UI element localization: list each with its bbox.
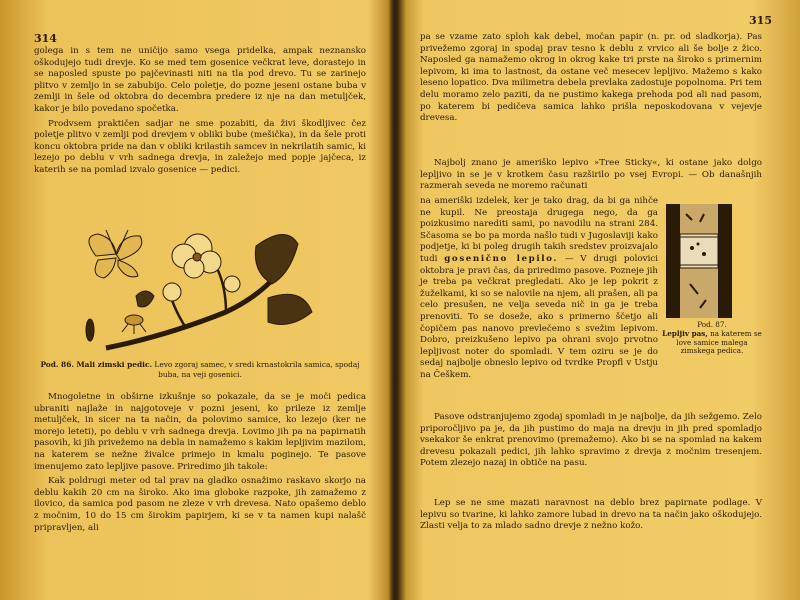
caption-text: na katerem se love samice malega zimskega pedica. [676,328,762,356]
right-text-top [420,32,762,125]
caption-label: Pod. 86. Mali zimski pedic. [40,360,153,369]
pupa-drawing [86,319,94,341]
paragraph [420,196,658,382]
paragraph: pa se vzame zato sploh kak debel, močan papir (n. pr. od sladkorja). Pas privežemo zgoraj in spodaj prav tesno k deblu z vrvico ali še bolje z žico. Naposled ga namažemo okrog in okrog kake tri prste na široko s primernim lepivom, ki ima to lastnost, da ostane več mesecev lepljivo. Mažemo s kako leseno lopatico. Dva milimetra debela prevlaka zadostuje popolnoma. Pri tem delu moramo zelo paziti, da ne pustimo kakega prehoda pod ali nad pasom, po katerem bi pedičeva samica lahko prišla neposkodovana v vejevje drevesa. [420,32,762,124]
paragraph-part: na ameriški izdelek, ker je tako drag, da bi ga nihče ne kupil. Ne preostaja drugega nego, da ga poizkusimo narediti sami, po navodilu na strani 284. Sčasoma se bo pa morda našlo tudi v Jugoslaviji kako podjetje, ki bi poleg drugih takih sredstev proizvajalo tudi [420,196,658,264]
caption-name: Lepljiv pas, [662,328,708,338]
paragraph: Pasove odstranjujemo zgodaj spomladi in je najbolje, da jih sežgemo. Zelo priporočljivo pa je, da jih pustimo do maja na drevju in jih pred spomladjo vsekakor še enkrat prenovimo (premažemo). Ako bi se na spomlad na kakem drevesu pokazali pedici, jih lahko spravimo z drevja z močnim tresenjem. Potem zlezejo nazaj in obtiče na pasu. [420,412,762,469]
right-text-sticky [420,158,762,193]
paragraph: Prodvsem praktičen sadjar ne sme pozabiti, da živi škodljivec čez poletje plitvo v zemlji pod drevjem v obliki bube (mešička), in da šele proti koncu oktobra pride na dan v obliki krilastih samcev in nekrilatih samic, ki lezejo po deblu v vrh sadnega drevja, in zaležejo med popje jajčeca, iz katerih se na pomlad izvalo gosenice — pedici. [34,118,366,175]
female-moth-drawing [122,315,146,334]
left-text-top [34,46,366,180]
right-text-bottom [420,412,762,473]
left-text-bottom [34,392,366,534]
right-text-last [420,498,762,533]
moth-illustration [76,226,316,358]
page-number-right: 315 [749,14,772,27]
moth-drawing [89,230,142,278]
right-text-narrow [420,196,658,382]
emphasized-term: gosenično lepilo. [444,253,558,264]
paragraph-part: — V drugi polovici oktobra je pravi čas, da priredimo pasove. Pozneje jih je treba pa večkrat pregledati. Ako je lep pokrit z žuželkami, ki so se nalovile na njem, ali prašen, ali pa celo presušen, ne velja seveda nič in ga je treba prenoviti. To se doseže, ako s primerno ščetjo ali čopičem pas nanovo prevlečemo s svežim lepivom. Dobro, preizkušeno lepivo pa ohrani svojo prvotno lepljivost noter do spomladi. V tem oziru se je do sedaj najbolje obneslo lepivo od tvrdke Propfl v Ustju na Češkem. [420,253,658,380]
caption-text: Levo zgoraj samec, v sredi krnastokrila samica, spodaj buba, na veji gosenici. [154,360,360,379]
paragraph: Najbolj znano je ameriško lepivo »Tree Sticky«, ki ostane jako dolgo lepljivo in se je v krotkem času razširilo po vsej Evropi. — Ob današnjih razmerah seveda ne moremo računati [420,158,762,192]
caption-label: Pod. 87. [697,320,727,329]
paragraph: Lep se ne sme mazati naravnost na deblo brez papirnate podlage. V lepivu so tvarine, ki lahko zamore lubad in drevo na ta način jako oškodujejo. Zlasti velja to za mlado sadno drevje z nežno kožo. [420,498,762,532]
paragraph: Mnogoletne in obširne izkušnje so pokazale, da se je moči pedica ubraniti najlaže in najgotoveje v pozni jeseni, ko prileze iz zemlje metuljček, in sicer na ta način, da polovimo samice, ko lezejo (ker ne morejo leteti), po deblu v vrh sadnega drevja. Lovimo jih pa na papirnatih pasovih, ki jih privežemo na debla in namažemo s kakim lepljivim mazilom, na katerem se nežne živalce primejo in kmalu poginejo. Te pasove imenujemo zato lepljive pasove. Priredimo jih takole: [34,392,366,472]
page-number-left: 314 [34,32,57,45]
figure-caption-left [40,360,360,379]
paragraph: Kak poldrugi meter od tal prav na gladko osnažimo raskavo skorjo na deblu kakih 20 cm na široko. Ako ima globoke razpoke, jih zamažemo z ilovico, da samica pod pasom ne zleze v vrh drevesa. Nato opašemo deblo z močnim, 10 do 15 cm širokim papirjem, ki se v ta namen kupi nalašč pripravljen, ali [34,476,366,533]
figure-caption-right [660,321,764,356]
paragraph: golega in s tem ne uniči̇jo samo vsega pridelka, ampak neznansko oškodujejo tudi drevje. Ko se med tem gosenice večkrat leve, dorastejo in se naposled spuste po pajčevinasti niti na tla pod drevo. Tu se zarinejo plitvo v zemljo in se zabubijo. Celo poletje, do pozne jeseni ostane buba v zemlji in šele od oktobra do decembra predere iz nje na dan metuljček, kakor je bilo povedano spočetka. [34,46,366,114]
tree-band-photo [666,204,732,318]
